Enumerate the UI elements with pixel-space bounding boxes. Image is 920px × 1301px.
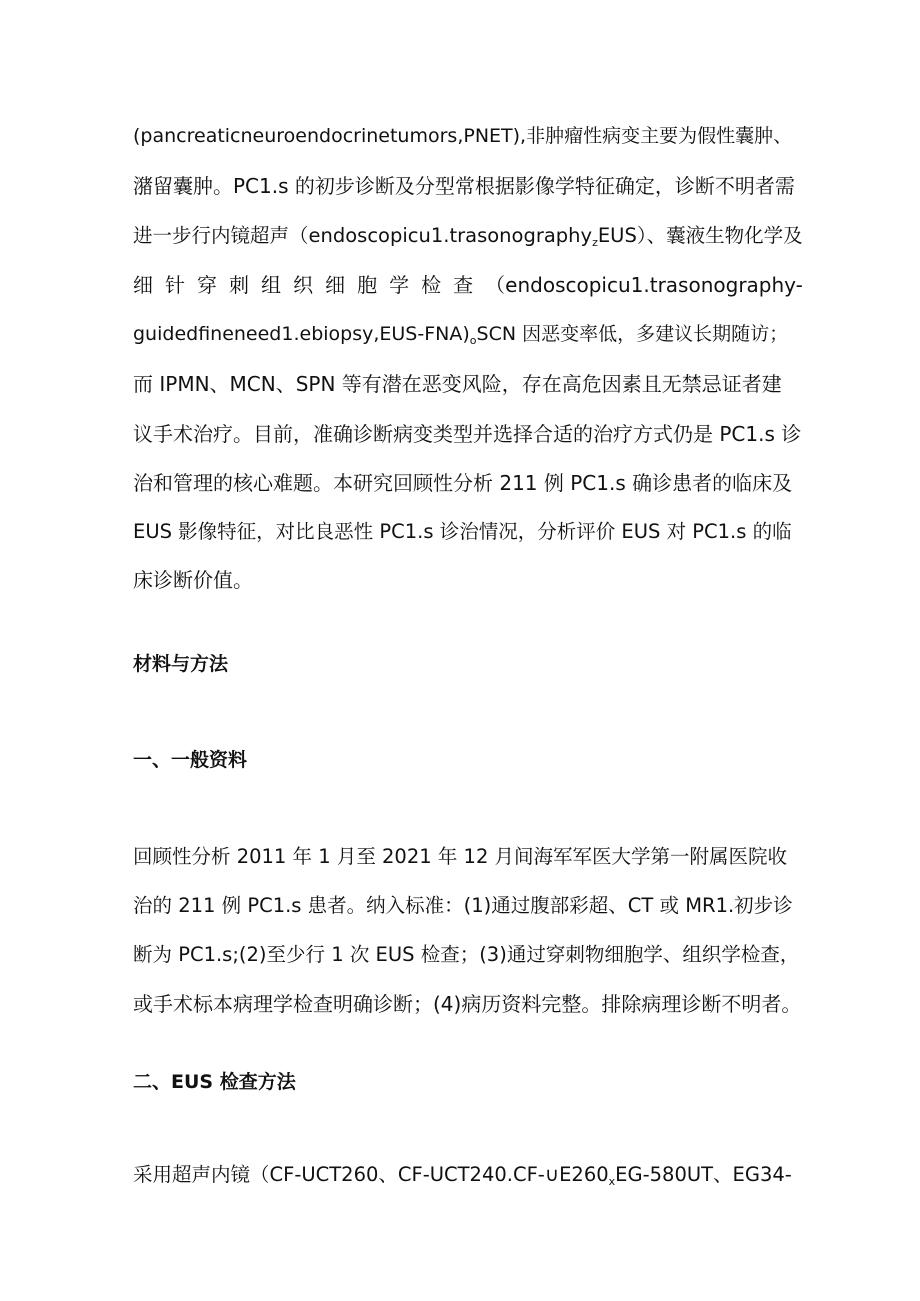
paragraph-line <box>133 892 803 920</box>
subsection-title: 二、EUS 检查方法 <box>133 1071 296 1093</box>
paragraph-line <box>133 990 803 1018</box>
text-run: EUS）、囊液生物化学及 <box>597 224 803 247</box>
subsection-title: 一、一般资料 <box>133 749 248 771</box>
text-run: EUS 影像特征，对比良恶性 PC1.s 诊治情况，分析评价 EUS 对 PC1.s 的临 <box>133 520 792 543</box>
char: 查 <box>453 273 474 297</box>
char: 刺 <box>229 273 250 297</box>
paragraph-line <box>133 566 803 594</box>
text-run: （endoscopicu1.trasonography- <box>485 273 803 297</box>
paragraph-line <box>133 122 803 150</box>
char: 检 <box>421 273 442 297</box>
text-run: EG-580UT、EG34- <box>615 1163 792 1186</box>
text-run: 进一步行内镜超声（endoscopicu1.trasonography <box>133 224 593 247</box>
paragraph-line <box>133 518 803 546</box>
char: 胞 <box>357 273 378 297</box>
text-run: 断为 PC1.s;(2)至少行 1 次 EUS 检查；(3)通过穿刺物细胞学、组织学检查， <box>133 943 800 966</box>
text-run: 议手术治疗。目前，准确诊断病变类型并选择合适的治疗方式仍是 PC1.s 诊 <box>133 422 802 446</box>
paragraph-line-justified <box>133 271 803 299</box>
subscript: z <box>592 236 598 249</box>
text-run: (pancreaticneuroendocrinetumors,PNET),非肿瘤性病变主要为假性囊肿、 <box>133 125 793 147</box>
paragraph-line <box>133 370 803 398</box>
char: 针 <box>165 273 186 297</box>
char: 织 <box>293 273 314 297</box>
subscript: o <box>469 334 477 347</box>
text-run: guidedfineneed1.ebiopsy,EUS-FNA) <box>133 323 470 345</box>
paragraph-line <box>133 941 803 969</box>
paragraph-line <box>133 420 803 448</box>
text-run: 潴留囊肿。PC1.s 的初步诊断及分型常根据影像学特征确定，诊断不明者需 <box>133 174 795 198</box>
subscript: x <box>608 1175 616 1188</box>
paragraph-line <box>133 469 803 497</box>
char: 学 <box>389 273 410 297</box>
text-run: 治和管理的核心难题。本研究回顾性分析 211 例 PC1.s 确诊患者的临床及 <box>133 471 793 495</box>
text-run: 而 IPMN、MCN、SPN 等有潜在恶变风险，存在高危因素且无禁忌证者建 <box>133 372 782 396</box>
text-run: 采用超声内镜（CF-UCT260、CF-UCT240.CF-∪E260 <box>133 1163 609 1186</box>
paragraph-line <box>133 222 803 257</box>
paragraph-line <box>133 172 803 200</box>
text-run: 回顾性分析 2011 年 1 月至 2021 年 12 月间海军军医大学第一附属医院收 <box>133 845 788 868</box>
char: 组 <box>261 273 282 297</box>
paragraph-line <box>133 320 803 355</box>
text-run: SCN 因恶变率低，多建议长期随访； <box>476 323 789 345</box>
text-run: 或手术标本病理学检查明确诊断；(4)病历资料完整。排除病理诊断不明者。 <box>133 992 802 1016</box>
section-title: 材料与方法 <box>133 653 229 675</box>
char: 细 <box>133 273 153 297</box>
paragraph-line <box>133 1161 803 1196</box>
char: 细 <box>325 273 346 297</box>
text-run: 治的 211 例 PC1.s 患者。纳入标准：(1)通过腹部彩超、CT 或 MR1.初步诊 <box>133 894 793 917</box>
paragraph-line <box>133 843 803 871</box>
char: 穿 <box>197 273 218 297</box>
text-run: 床诊断价值。 <box>133 568 253 592</box>
